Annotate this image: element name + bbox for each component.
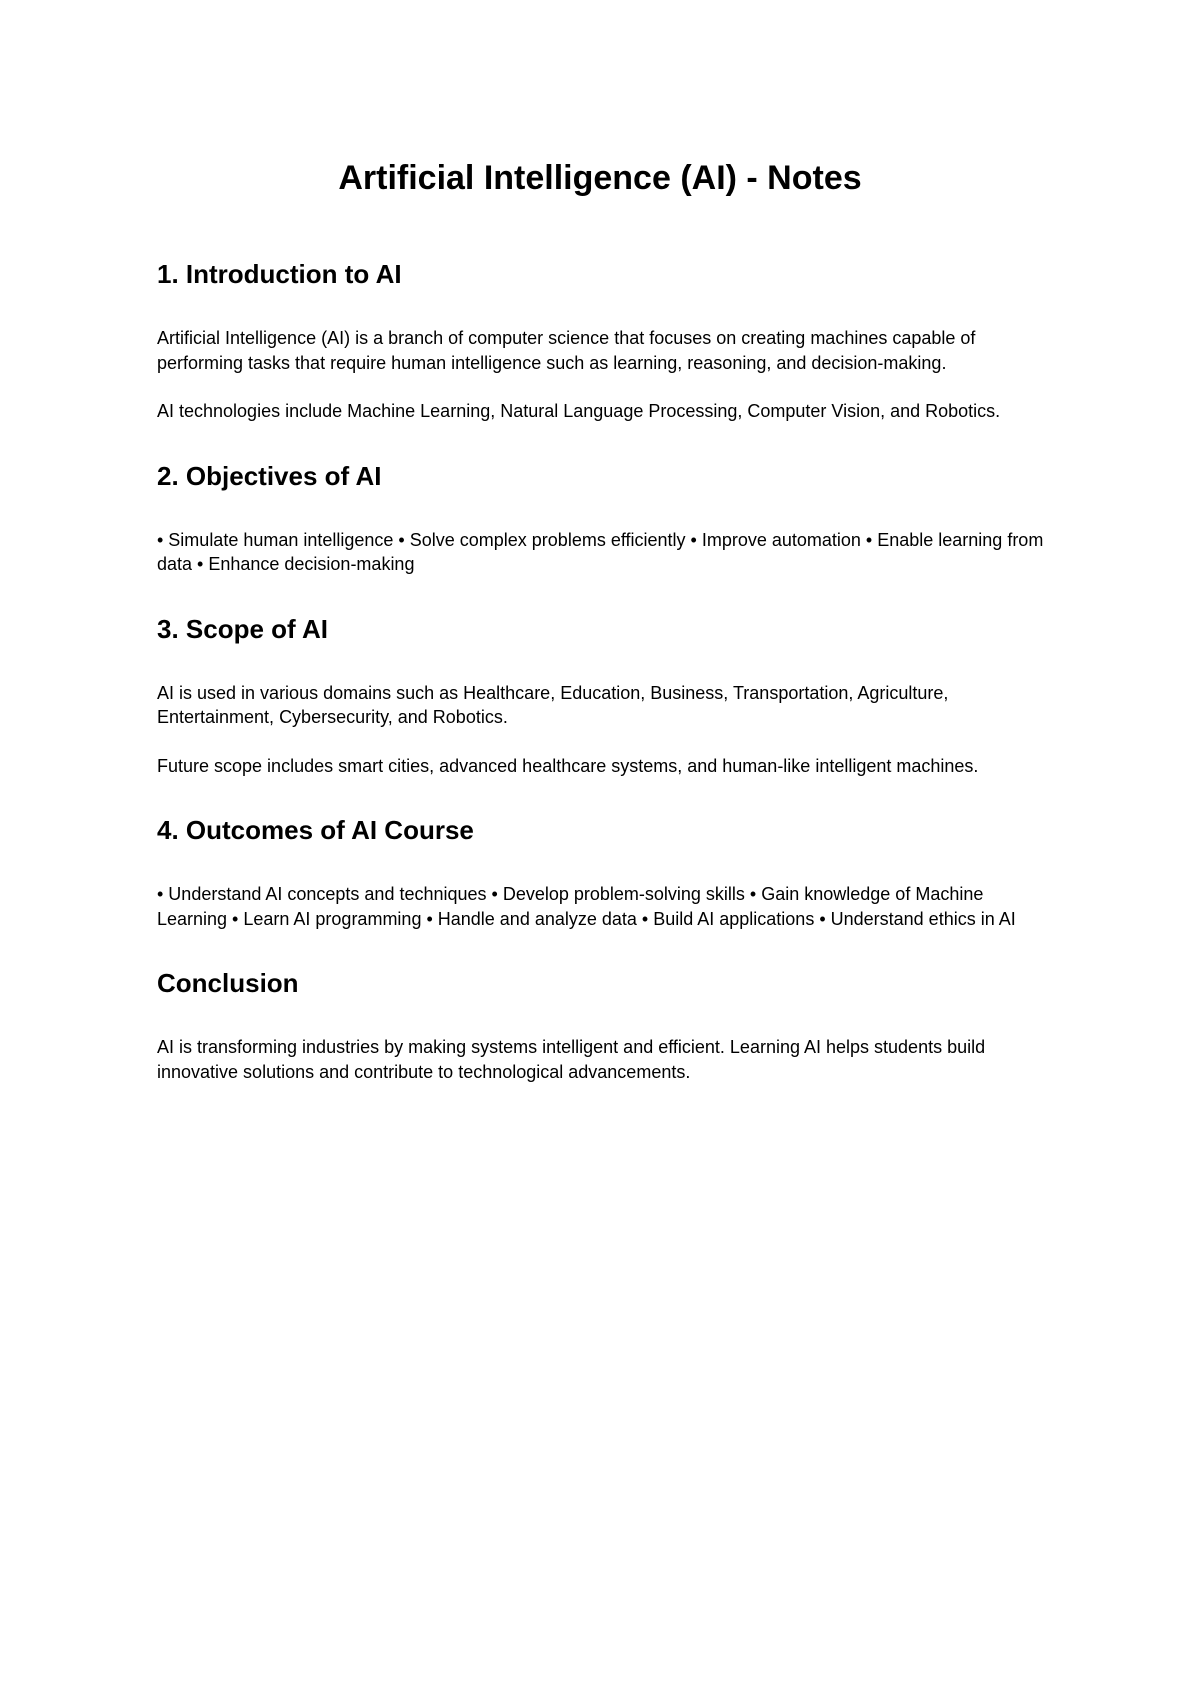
section-heading: 1. Introduction to AI: [157, 259, 402, 289]
section-heading: 3. Scope of AI: [157, 613, 328, 644]
paragraph: AI technologies include Machine Learning, Natural Language Processing, Computer Vision, and Robotics.: [157, 401, 1001, 421]
section-introduction: [157, 258, 1057, 424]
paragraph: • Understand AI concepts and techniques • Develop problem-solving skills • Gain knowledge of Machine Learning • Learn AI programming • Handle and analyze data • Build AI applications • Understand ethics in AI: [157, 884, 1016, 929]
section-objectives: [157, 460, 1057, 577]
document-body: [157, 258, 1057, 1084]
paragraph: AI is transforming industries by making systems intelligent and efficient. Learning AI helps students build innovative solutions and contribute to technological advancements.: [157, 1037, 986, 1082]
paragraph: • Simulate human intelligence • Solve complex problems efficiently • Improve automation • Enable learning from data • Enhance decision-making: [157, 529, 1044, 574]
section-outcomes: [157, 814, 1057, 931]
paragraph: AI is used in various domains such as Healthcare, Education, Business, Transportation, Agriculture, Entertainment, Cybersecurity, and Robotics.: [157, 682, 949, 727]
section-heading: Conclusion: [157, 968, 299, 998]
section-conclusion: [157, 967, 1057, 1084]
section-heading: 4. Outcomes of AI Course: [157, 815, 474, 845]
document-title: Artificial Intelligence (AI) - Notes: [338, 159, 862, 197]
paragraph: Future scope includes smart cities, advanced healthcare systems, and human-like intelligent machines.: [157, 755, 979, 776]
section-heading: 2. Objectives of AI: [157, 460, 382, 491]
section-scope: [157, 613, 1057, 779]
paragraph: Artificial Intelligence (AI) is a branch of computer science that focuses on creating machines capable of performing tasks that require human intelligence such as learning, reasoning, and decision-making.: [157, 328, 976, 373]
